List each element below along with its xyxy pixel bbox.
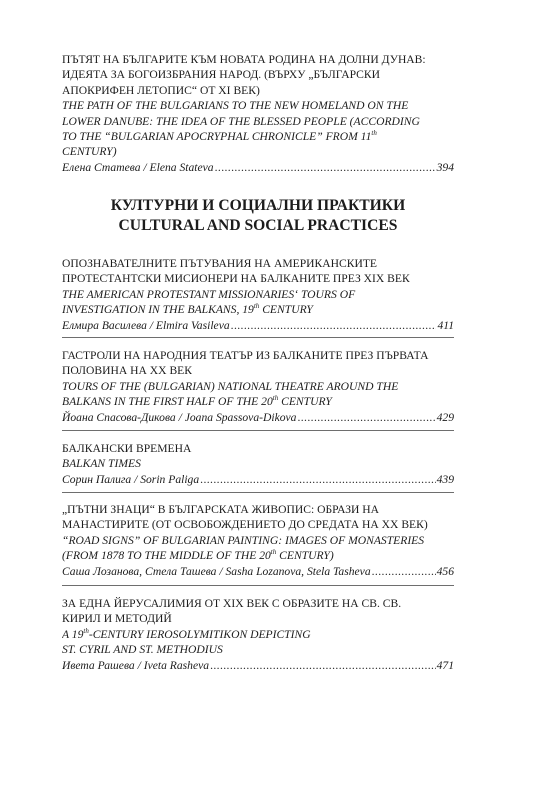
- toc-entry: [62, 52, 454, 175]
- dot-leader: [215, 160, 436, 175]
- toc-entry: [62, 502, 454, 579]
- ordinal-suffix: th: [253, 302, 260, 311]
- page-number: 394: [436, 160, 454, 174]
- dot-leader: [372, 564, 436, 579]
- divider: [62, 585, 454, 586]
- authors: Сорин Палига / Sorin Paliga: [62, 472, 200, 486]
- divider: [62, 492, 454, 493]
- title-en-text: BALKANS IN THE FIRST HALF OF THE 20: [62, 395, 273, 409]
- title-en-text: A 19: [62, 627, 84, 641]
- dot-leader: [200, 472, 435, 487]
- divider: [62, 430, 454, 431]
- title-bg-line: ЗА ЕДНА ЙЕРУСАЛИМИЯ ОТ XIX ВЕК С ОБРАЗИТЕ НА СВ. СВ.: [62, 597, 402, 610]
- title-en-text: CENTURY: [278, 395, 332, 409]
- title-bg-line: ОПОЗНАВАТЕЛНИТЕ ПЪТУВАНИЯ НА АМЕРИКАНСКИТЕ: [62, 257, 378, 270]
- title-en-line: [62, 548, 454, 563]
- title-en-line: LOWER DANUBE: THE IDEA OF THE BLESSED PEOPLE (ACCORDING: [62, 114, 420, 128]
- title-en-text: -CENTURY IEROSOLYMITIKON DEPICTING: [88, 627, 311, 641]
- author-page-line: [62, 472, 454, 487]
- title-en-line: THE PATH OF THE BULGARIANS TO THE NEW HOMELAND ON THE: [62, 99, 409, 113]
- title-en-line: [62, 394, 454, 409]
- title-bg-line: АПОКРИФЕН ЛЕТОПИС“ ОТ XI ВЕК): [62, 83, 260, 97]
- title-bg-line: „ПЪТНИ ЗНАЦИ“ В БЪЛГАРСКАТА ЖИВОПИС: ОБРАЗИ НА: [62, 503, 380, 516]
- page-number: 429: [436, 410, 454, 424]
- author-page-line: [62, 564, 454, 579]
- title-bg-line: БАЛКАНСКИ ВРЕМЕНА: [62, 442, 192, 455]
- ordinal-suffix: th: [272, 394, 279, 403]
- author-page-line: [62, 410, 454, 425]
- toc-entry: [62, 348, 454, 425]
- title-en-text: (FROM 1878 TO THE MIDDLE OF THE 20: [62, 549, 271, 563]
- title-bg-line: МАНАСТИРИТЕ (ОТ ОСВОБОЖДЕНИЕТО ДО СРЕДАТА НА XX ВЕК): [62, 518, 428, 532]
- title-en-line: THE AMERICAN PROTESTANT MISSIONARIES‘ TOURS OF: [62, 287, 356, 301]
- title-en-text: CENTURY: [259, 303, 313, 317]
- ordinal-suffix: th: [83, 626, 89, 635]
- title-en-line: TOURS OF THE (BULGARIAN) NATIONAL THEATRE AROUND THE: [62, 379, 399, 393]
- title-en-line: BALKAN TIMES: [62, 457, 141, 471]
- title-en-line: [62, 302, 454, 317]
- page-number: 471: [436, 658, 454, 672]
- toc-entry: [62, 596, 454, 673]
- title-en-line: [62, 627, 454, 642]
- author-page-line: [62, 160, 454, 175]
- dot-leader: [231, 318, 437, 333]
- title-bg-line: ПЪТЯТ НА БЪЛГАРИТЕ КЪМ НОВАТА РОДИНА НА ДОЛНИ ДУНАВ:: [62, 53, 426, 66]
- section-heading: [62, 196, 454, 236]
- title-en-text: TO THE “BULGARIAN APOCRYPHAL CHRONICLE” FROM 11: [62, 130, 372, 144]
- authors: Ивета Рашева / Iveta Rasheva: [62, 658, 210, 672]
- title-bg-line: ГАСТРОЛИ НА НАРОДНИЯ ТЕАТЪР ИЗ БАЛКАНИТЕ ПРЕЗ ПЪРВАТА: [62, 349, 429, 362]
- dot-leader: [297, 410, 435, 425]
- title-en-line: ST. CYRIL AND ST. METHODIUS: [62, 643, 223, 657]
- author-page-line: [62, 318, 454, 333]
- title-en-text: CENTURY): [276, 549, 334, 563]
- title-bg-line: ИДЕЯТА ЗА БОГОИЗБРАНИЯ НАРОД. (ВЪРХУ „БЪЛГАРСКИ: [62, 68, 380, 82]
- page-number: 411: [437, 318, 454, 332]
- authors: Саша Лозанова, Стела Ташева / Sasha Lozanova, Stela Tasheva: [62, 564, 371, 578]
- section-title-en: CULTURAL AND SOCIAL PRACTICES: [118, 217, 398, 234]
- author-page-line: [62, 658, 454, 673]
- authors: Елена Статева / Elena Stateva: [62, 160, 214, 174]
- title-en-line: [62, 129, 454, 144]
- title-bg-line: ПОЛОВИНА НА XX ВЕК: [62, 364, 192, 378]
- title-en-line: CENTURY): [62, 145, 117, 159]
- divider: [62, 337, 454, 338]
- page-number: 439: [436, 472, 454, 486]
- ordinal-suffix: th: [270, 548, 277, 557]
- authors: Йоана Спасова-Дикова / Joana Spassova-Dikova: [62, 410, 297, 424]
- ordinal-suffix: th: [371, 129, 377, 138]
- title-bg-line: ПРОТЕСТАНТСКИ МИСИОНЕРИ НА БАЛКАНИТЕ ПРЕЗ XIX ВЕК: [62, 272, 410, 286]
- toc-entry: [62, 256, 454, 333]
- page-number: 456: [436, 564, 454, 578]
- toc-entry: [62, 441, 454, 487]
- title-en-text: INVESTIGATION IN THE BALKANS, 19: [62, 303, 254, 317]
- title-en-line: “ROAD SIGNS” OF BULGARIAN PAINTING: IMAGES OF MONASTERIES: [62, 533, 425, 547]
- dot-leader: [210, 658, 436, 673]
- title-bg-line: КИРИЛ И МЕТОДИЙ: [62, 612, 172, 626]
- authors: Елмира Василева / Elmira Vasileva: [62, 318, 230, 332]
- section-title-bg: КУЛТУРНИ И СОЦИАЛНИ ПРАКТИКИ: [110, 197, 406, 214]
